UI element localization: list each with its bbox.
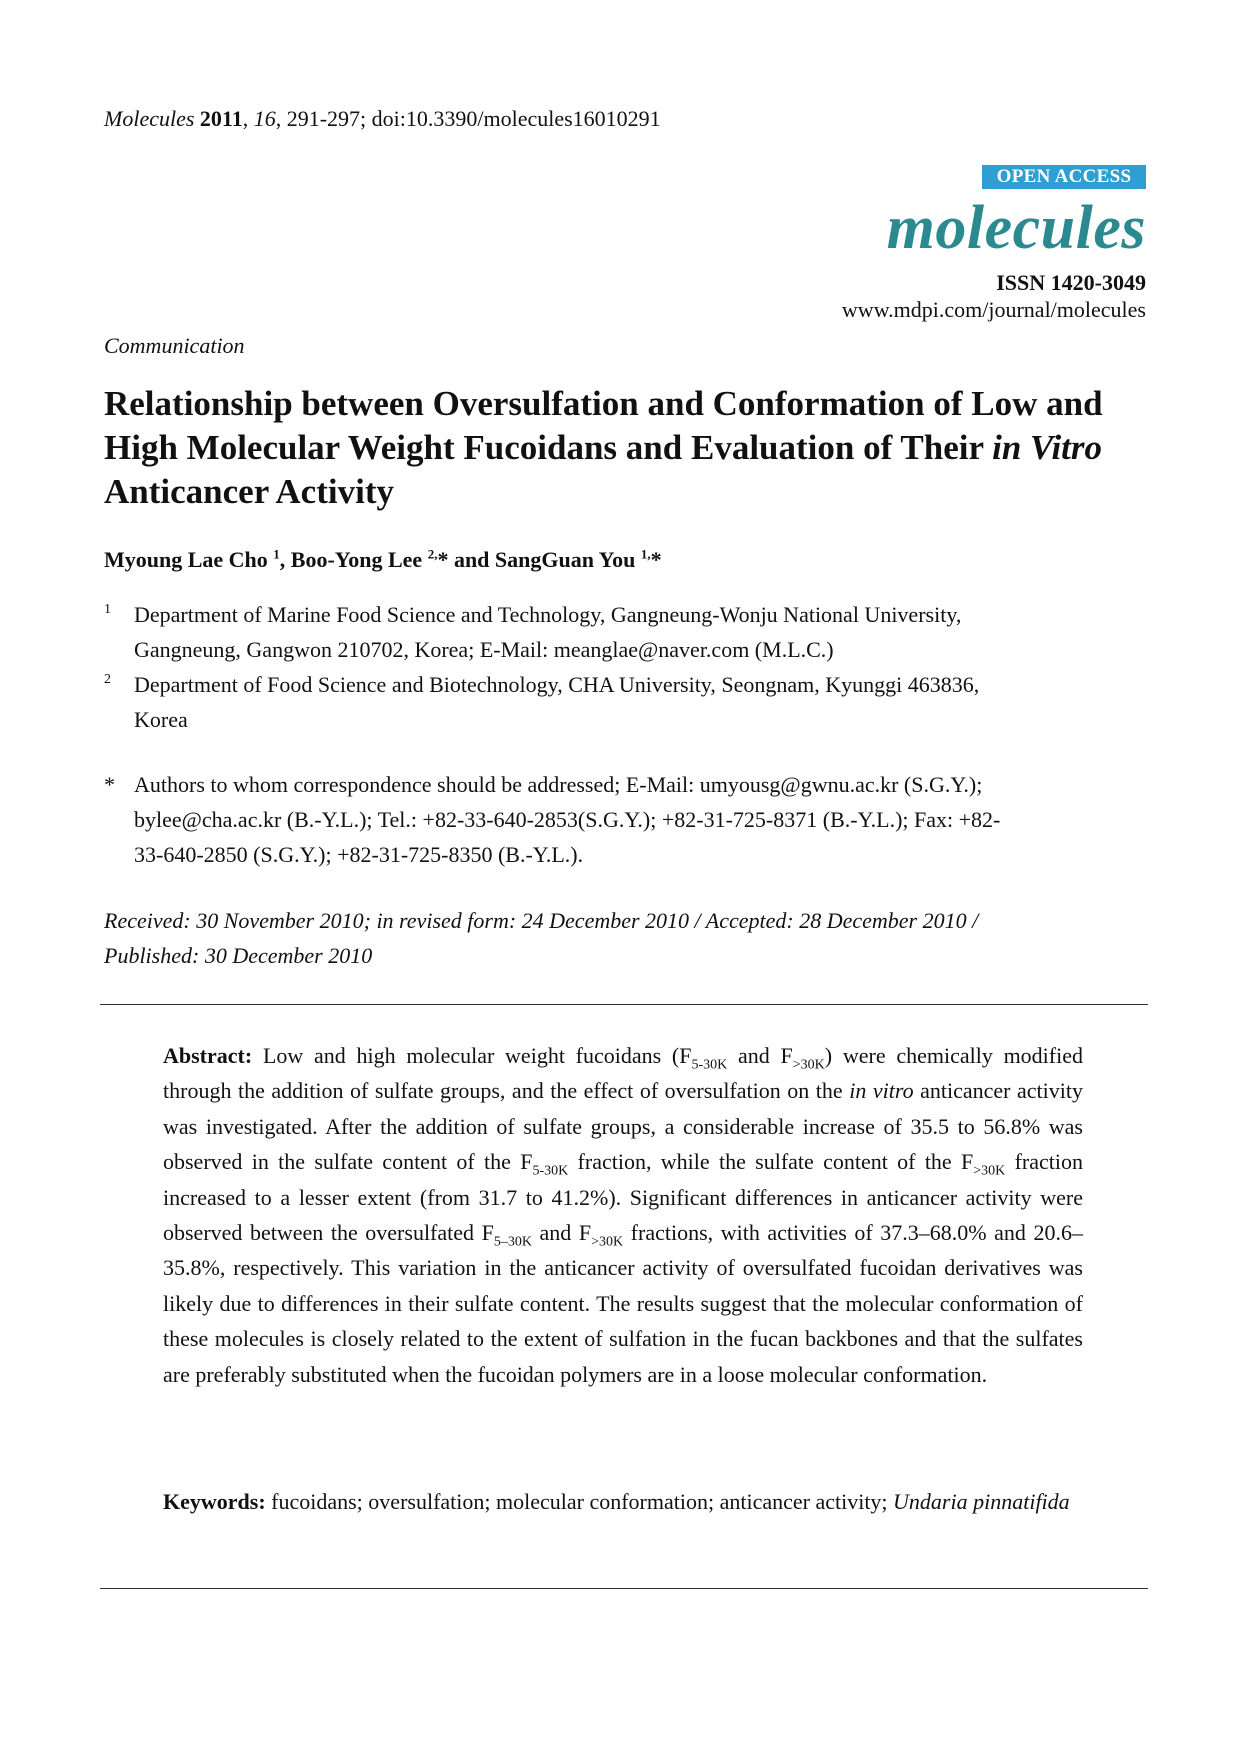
abstract xyxy=(163,1038,1083,1392)
correspondence-line: 33-640-2850 (S.G.Y.); +82-31-725-8350 (B.-Y.L.). xyxy=(134,842,584,867)
keywords-label: Keywords: xyxy=(163,1489,266,1514)
keywords-italic: Undaria pinnatifida xyxy=(893,1489,1070,1514)
dates-line: Published: 30 December 2010 xyxy=(104,943,373,968)
subscript: >30K xyxy=(591,1234,624,1250)
abstract-text: anticancer activity was investigated. After the addition of sulfate groups, a considerable increase of 35.5 to 56.8% was observed in the sulfate content of the F xyxy=(163,1078,1083,1175)
dates-line: Received: 30 November 2010; in revised form: 24 December 2010 / Accepted: 28 December 2010 / xyxy=(104,908,979,933)
subscript: 5-30K xyxy=(532,1163,569,1179)
open-access-badge: OPEN ACCESS xyxy=(982,165,1146,189)
abstract-text: and F xyxy=(531,1220,592,1246)
title-italic: in Vitro xyxy=(992,428,1103,467)
affiliation-line: Korea xyxy=(134,707,188,732)
affiliation-line: Gangneung, Gangwon 210702, Korea; E-Mail: meanglae@naver.com (M.L.C.) xyxy=(134,637,834,662)
author-separator: , xyxy=(279,547,291,572)
divider-bottom xyxy=(100,1588,1148,1589)
citation-volume: 16 xyxy=(253,106,276,131)
affiliation-2 xyxy=(104,667,1149,737)
affiliation-mark: 2 xyxy=(104,672,111,687)
subscript: >30K xyxy=(973,1163,1006,1179)
journal-logo: molecules xyxy=(886,194,1146,262)
author-separator: * and xyxy=(437,547,495,572)
abstract-text: ) were chemically modified through the addition of sulfate groups, and the effect of oversulfation on the xyxy=(163,1043,1083,1104)
citation-line: Molecules 2011, 16, 291-297; doi:10.3390/molecules16010291 xyxy=(104,106,661,131)
article-type: Communication xyxy=(104,333,245,358)
divider-top xyxy=(100,1004,1148,1005)
author-separator: * xyxy=(650,547,662,572)
affiliation-line: Department of Food Science and Biotechnology, CHA University, Seongnam, Kyunggi 463836, xyxy=(134,672,980,697)
abstract-text: Low and high molecular weight fucoidans (F xyxy=(252,1043,692,1068)
subscript: 5-30K xyxy=(691,1057,728,1073)
title-part1: Relationship between Oversulfation and Conformation of Low and High Molecular Weight Fucoidans and Evaluation of Their xyxy=(104,384,1103,467)
keywords-text: fucoidans; oversulfation; molecular conformation; anticancer activity; xyxy=(265,1489,894,1514)
abstract-label: Abstract: xyxy=(163,1043,253,1068)
author-name: Boo-Yong Lee xyxy=(290,547,423,572)
author-name: Myoung Lae Cho xyxy=(104,547,268,572)
correspondence-mark: * xyxy=(104,772,115,797)
abstract-text: fraction, while the sulfate content of the F xyxy=(568,1149,974,1175)
abstract-text: fractions, with activities of 37.3–68.0% and 20.6–35.8%, respectively. This variation in the anticancer activity of oversulfated fucoidan derivatives was likely due to differences in their sulfate content. The results suggest that the molecular conformation of these molecules is closely related to the extent of sulfation in the fucan backbones and that the sulfates are preferably substituted when the fucoidan polymers are in a loose molecular conformation. xyxy=(163,1220,1083,1387)
subscript: 5–30K xyxy=(493,1234,532,1250)
author-list xyxy=(104,547,662,573)
citation-pages-doi: , 291-297; doi:10.3390/molecules16010291 xyxy=(275,106,661,131)
subscript: >30K xyxy=(792,1057,825,1073)
author-affil-mark: 2, xyxy=(427,546,438,562)
publication-dates xyxy=(104,903,1149,973)
journal-name: Molecules xyxy=(104,106,195,131)
affiliation-line: Department of Marine Food Science and Technology, Gangneung-Wonju National University, xyxy=(134,602,962,627)
affiliation-1 xyxy=(104,597,1149,667)
paper-title xyxy=(104,382,1144,514)
author-name: SangGuan You xyxy=(494,547,636,572)
author-affil-mark: 1 xyxy=(273,546,280,562)
citation-year: 2011 xyxy=(199,106,243,131)
correspondence-line: bylee@cha.ac.kr (B.-Y.L.); Tel.: +82-33-640-2853(S.G.Y.); +82-31-725-8371 (B.-Y.L.); Fax: +82- xyxy=(134,807,1001,832)
correspondence xyxy=(104,767,1149,872)
correspondence-line: Authors to whom correspondence should be addressed; E-Mail: umyousg@gwnu.ac.kr (S.G.Y.); xyxy=(134,772,983,797)
issn: ISSN 1420-3049 xyxy=(996,270,1146,295)
keywords xyxy=(163,1484,1083,1519)
affiliation-mark: 1 xyxy=(104,602,111,617)
title-part2: Anticancer Activity xyxy=(104,472,394,511)
journal-website-link[interactable]: www.mdpi.com/journal/molecules xyxy=(841,297,1146,322)
author-affil-mark: 1, xyxy=(640,546,651,562)
abstract-text: and F xyxy=(727,1043,793,1068)
abstract-italic: in vitro xyxy=(849,1078,914,1104)
abstract-text: fraction increased to a lesser extent (from 31.7 to 41.2%). Significant differences in anticancer activity were observed between the oversulfated F xyxy=(163,1149,1084,1246)
